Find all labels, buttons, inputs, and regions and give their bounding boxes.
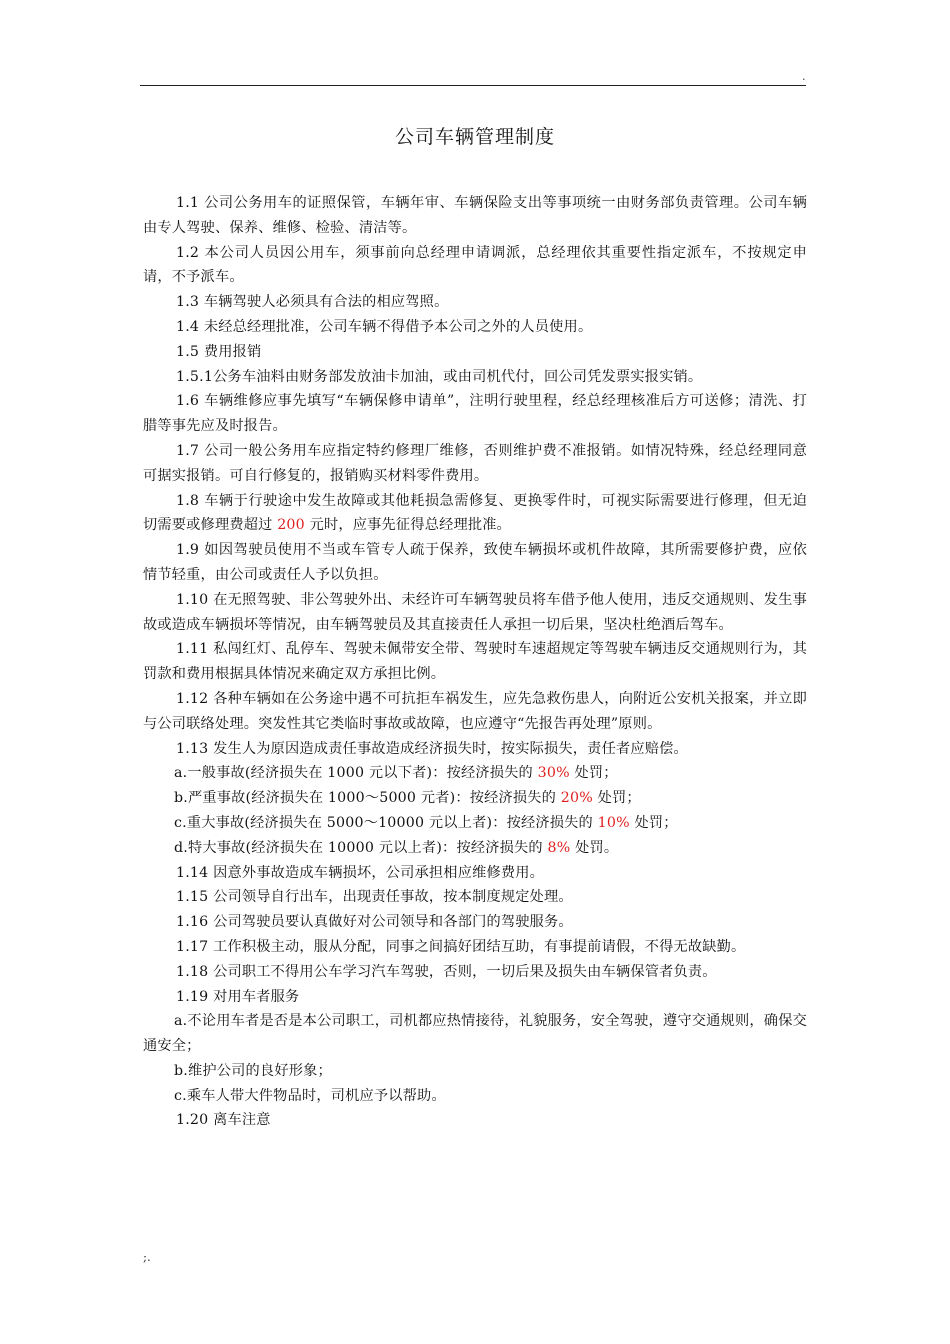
clause-paragraph: 1.6 车辆维修应事先填写“车辆保修申请单”，注明行驶里程，经总经理核准后方可送修；清洗、打腊等事先应及时报告。: [143, 393, 807, 435]
highlighted-value: 200: [277, 517, 305, 534]
clause-text: c.重大事故(经济损失在 5000～10000 元以上者)：按经济损失的: [174, 814, 598, 831]
clause-paragraph: 1.13 发生人为原因造成责任事故造成经济损失时，按实际损失，责任者应赔偿。: [176, 740, 688, 757]
list-item: [143, 811, 807, 836]
clause-text: a.一般事故(经济损失在 1000 元以下者)：按经济损失的: [174, 765, 538, 782]
clause-paragraph: [143, 489, 807, 539]
clause-text: 处罚；: [569, 765, 618, 782]
list-item: [143, 786, 807, 811]
clause-paragraph: 1.4 未经总经理批准，公司车辆不得借予本公司之外的人员使用。: [176, 318, 593, 335]
highlighted-value: 20%: [560, 790, 593, 807]
clause-paragraph: 1.18 公司职工不得用公车学习汽车驾驶，否则，一切后果及损失由车辆保管者负责。: [176, 963, 717, 980]
clause-text: 元时，应事先征得总经理批准。: [304, 517, 512, 534]
clause-text: 处罚；: [592, 790, 641, 807]
list-item: b.维护公司的良好形象；: [174, 1062, 332, 1079]
clause-paragraph: 1.19 对用车者服务: [176, 988, 300, 1005]
clause-paragraph: 1.14 因意外事故造成车辆损坏，公司承担相应维修费用。: [176, 864, 545, 881]
list-item: a.不论用车者是否是本公司职工，司机都应热情接待，礼貌服务，安全驾驶，遵守交通规则，确保交通安全；: [143, 1013, 807, 1055]
clause-paragraph: 1.12 各种车辆如在公务途中遇不可抗拒车祸发生，应先急救伤患人，向附近公安机关报案，并立即与公司联络处理。突发性其它类临时事故或故障，也应遵守“先报告再处理”原则。: [143, 690, 807, 732]
footer-mark: ;.: [143, 1250, 151, 1264]
clause-text: b.严重事故(经济损失在 1000～5000 元者)：按经济损失的: [174, 790, 561, 807]
clause-paragraph: 1.10 在无照驾驶、非公驾驶外出、未经许可车辆驾驶员将车借予他人使用，违反交通规则、发生事故或造成车辆损坏等情况，由车辆驾驶员及其直接责任人承担一切后果，坚决杜绝酒后驾车。: [143, 591, 807, 633]
highlighted-value: 10%: [597, 814, 630, 831]
clause-paragraph: 1.3 车辆驾驶人必须具有合法的相应驾照。: [176, 294, 449, 311]
header-rule: [140, 85, 806, 86]
clause-text: 1.8 车辆于行驶途中发生故障或其他耗损急需修复、更换零件时，可视实际需要进行修理，但无迫切需要或修理费超过: [143, 492, 807, 534]
highlighted-value: 8%: [547, 839, 571, 856]
clause-paragraph: 1.1 公司公务用车的证照保管，车辆年审、车辆保险支出等事项统一由财务部负责管理。公司车辆由专人驾驶、保养、维修、检验、清洁等。: [143, 195, 807, 236]
clause-paragraph: 1.15 公司领导自行出车，出现责任事故，按本制度规定处理。: [176, 889, 573, 906]
list-item: c.乘车人带大件物品时，司机应予以帮助。: [174, 1087, 446, 1104]
document-body: [143, 191, 807, 1133]
highlighted-value: 30%: [537, 765, 570, 782]
clause-paragraph: 1.9 如因驾驶员使用不当或车管专人疏于保养，致使车辆损坏或机件故障，其所需要修护费，应依情节轻重，由公司或责任人予以负担。: [143, 542, 807, 583]
list-item: [143, 836, 807, 861]
clause-text: 处罚。: [570, 839, 619, 856]
clause-paragraph: 1.20 离车注意: [176, 1112, 271, 1129]
list-item: [143, 761, 807, 786]
clause-paragraph: 1.5.1公务车油料由财务部发放油卡加油，或由司机代付，回公司凭发票实报实销。: [176, 368, 703, 385]
clause-text: d.特大事故(经济损失在 10000 元以上者)：按经济损失的: [174, 839, 548, 856]
clause-paragraph: 1.5 费用报销: [176, 343, 262, 360]
clause-paragraph: 1.7 公司一般公务用车应指定特约修理厂维修，否则维护费不准报销。如情况特殊，经总经理同意可据实报销。可自行修复的，报销购买材料零件费用。: [143, 442, 807, 484]
header-corner-mark: .: [802, 70, 806, 83]
clause-paragraph: 1.2 本公司人员因公用车，须事前向总经理申请调派，总经理依其重要性指定派车，不按规定申请，不予派车。: [143, 244, 807, 286]
clause-paragraph: 1.16 公司驾驶员要认真做好对公司领导和各部门的驾驶服务。: [176, 914, 573, 931]
document-title: 公司车辆管理制度: [394, 126, 555, 148]
clause-text: 处罚；: [629, 814, 678, 831]
clause-paragraph: 1.11 私闯红灯、乱停车、驾驶未佩带安全带、驾驶时车速超规定等驾驶车辆违反交通规则行为，其罚款和费用根据具体情况来确定双方承担比例。: [143, 641, 807, 683]
clause-paragraph: 1.17 工作积极主动，服从分配，同事之间搞好团结互助，有事提前请假，不得无故缺勤。: [176, 938, 746, 955]
